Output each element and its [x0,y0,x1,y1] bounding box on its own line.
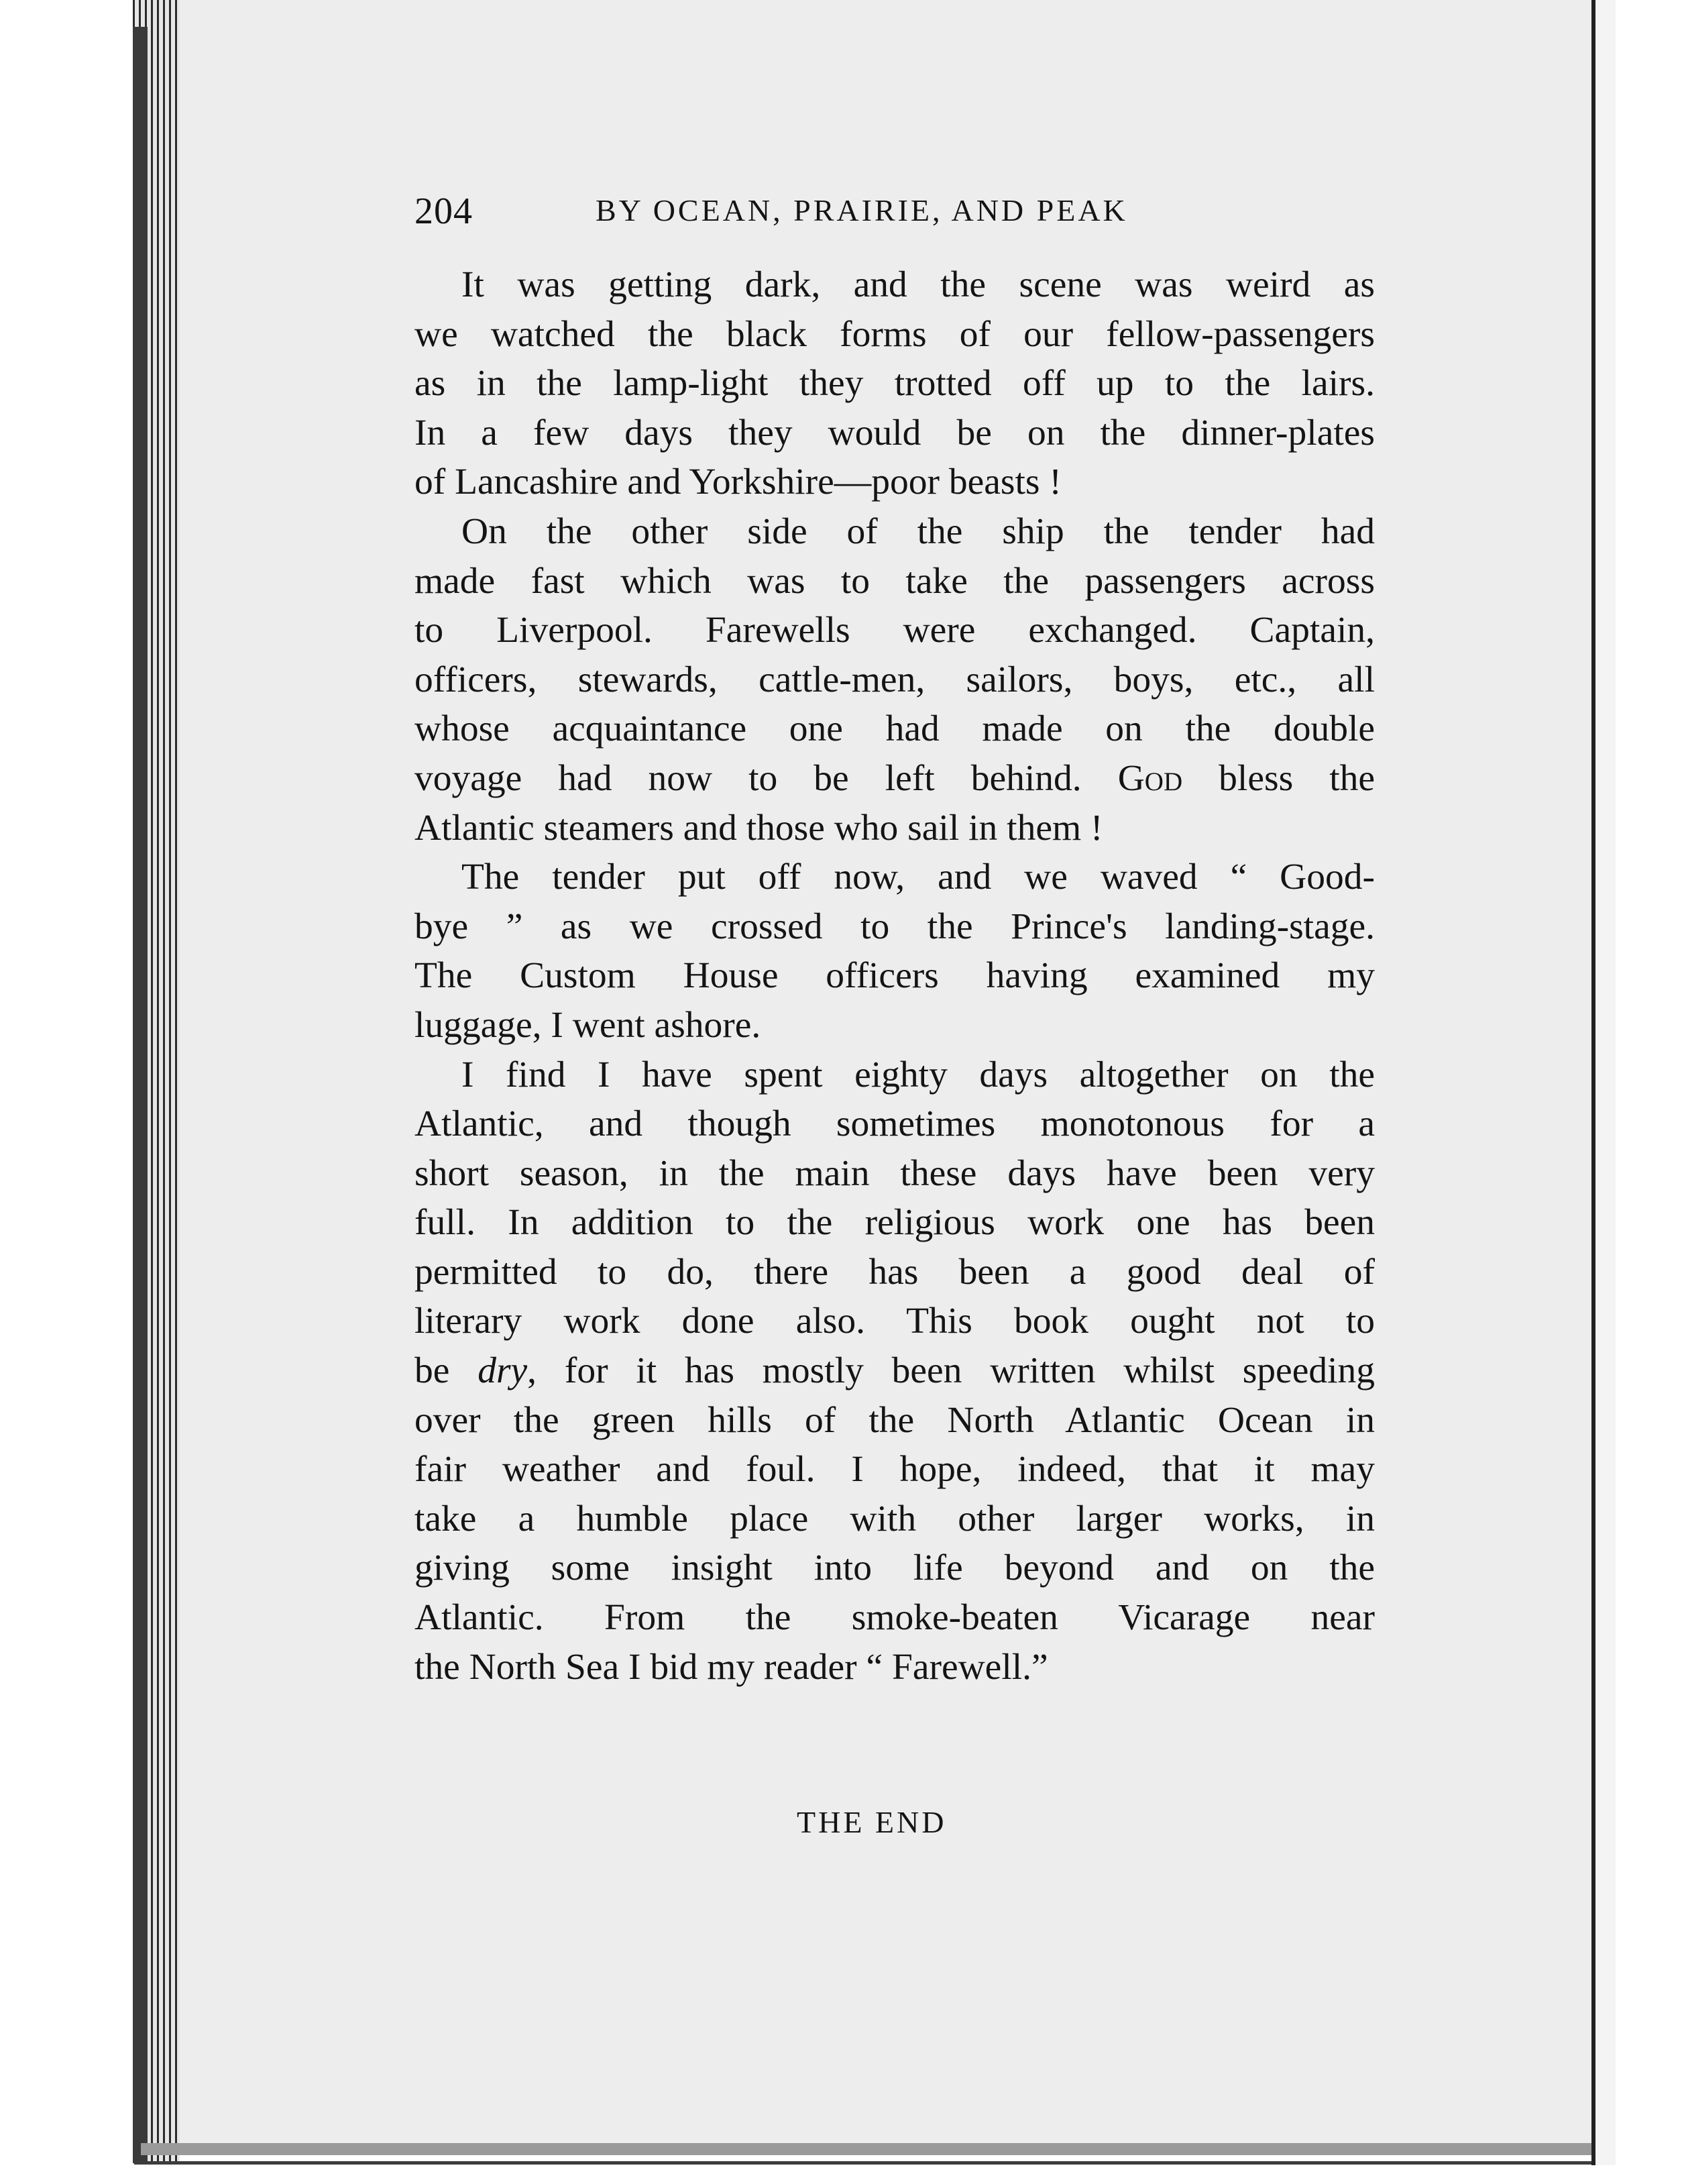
text-line: It was getting dark, and the scene was weird as [461,264,1375,305]
text-line: whose acquaintance one had made on the double [414,708,1375,750]
book-cover-edge [133,27,148,2163]
text-line: I find I have spent eighty days altogether on the [461,1054,1375,1095]
text-segment: bless the [1219,757,1376,799]
text-line: In a few days they would be on the dinner-plates [414,412,1375,453]
paragraph-3 [414,853,1375,1050]
text-segment: be [414,1350,450,1392]
text-line [414,1346,1375,1396]
page-number: 204 [414,190,473,232]
running-head [414,190,1219,230]
text-line: over the green hills of the North Atlantic Ocean in [414,1399,1375,1441]
text-line: short season, in the main these days have been very [414,1152,1375,1194]
text-line: made fast which was to take the passengers across [414,560,1375,602]
running-title: BY OCEAN, PRAIRIE, AND PEAK [596,193,1128,227]
text-line: as in the lamp-light they trotted off up to the lairs. [414,363,1375,404]
page-bottom-shadow [141,2143,1600,2155]
text-line: Atlantic, and though sometimes monotonous for a [414,1103,1375,1145]
binding-edge [1591,0,1595,2165]
text-line: of Lancashire and Yorkshire—poor beasts ! [414,461,1062,503]
text-segment: , for it has mostly been written whilst speeding [527,1350,1375,1392]
italic-word: dry [478,1350,528,1392]
text-line: the North Sea I bid my reader “ Farewell.” [414,1646,1048,1688]
binding-gutter [1595,0,1616,2165]
body-text [414,260,1375,1692]
text-line: literary work done also. This book ought not to [414,1301,1375,1342]
text-line: Atlantic. From the smoke-beaten Vicarage near [414,1597,1375,1639]
text-line: fair weather and foul. I hope, indeed, that it may [414,1449,1375,1490]
page-bottom-edge [134,2161,1603,2165]
text-line [414,754,1375,804]
text-line: The Custom House officers having examined my [414,955,1375,997]
text-line: Atlantic steamers and those who sail in them ! [414,807,1103,849]
text-line: we watched the black forms of our fellow-passengers [414,313,1375,355]
text-segment: voyage had now to be left behind. [414,757,1082,799]
text-line: On the other side of the ship the tender had [461,510,1375,552]
text-line: take a humble place with other larger works, in [414,1498,1375,1539]
small-caps-word: God [1117,757,1183,799]
facing-page-margin [1616,0,1682,2184]
text-line: to Liverpool. Farewells were exchanged. Captain, [414,610,1375,651]
text-line: permitted to do, there has been a good deal of [414,1251,1375,1293]
text-line: officers, stewards, cattle-men, sailors, boys, etc., all [414,659,1375,700]
text-line: The tender put off now, and we waved “ Good- [461,857,1375,898]
paragraph-4 [414,1050,1375,1692]
text-line: giving some insight into life beyond and on the [414,1547,1375,1589]
paragraph-1 [414,260,1375,507]
closing-text: THE END [797,1805,947,1839]
paragraph-2 [414,507,1375,853]
text-line: luggage, I went ashore. [414,1004,761,1046]
text-line: bye ” as we crossed to the Prince's landing-stage. [414,906,1375,947]
text-line: full. In addition to the religious work one has been [414,1202,1375,1244]
